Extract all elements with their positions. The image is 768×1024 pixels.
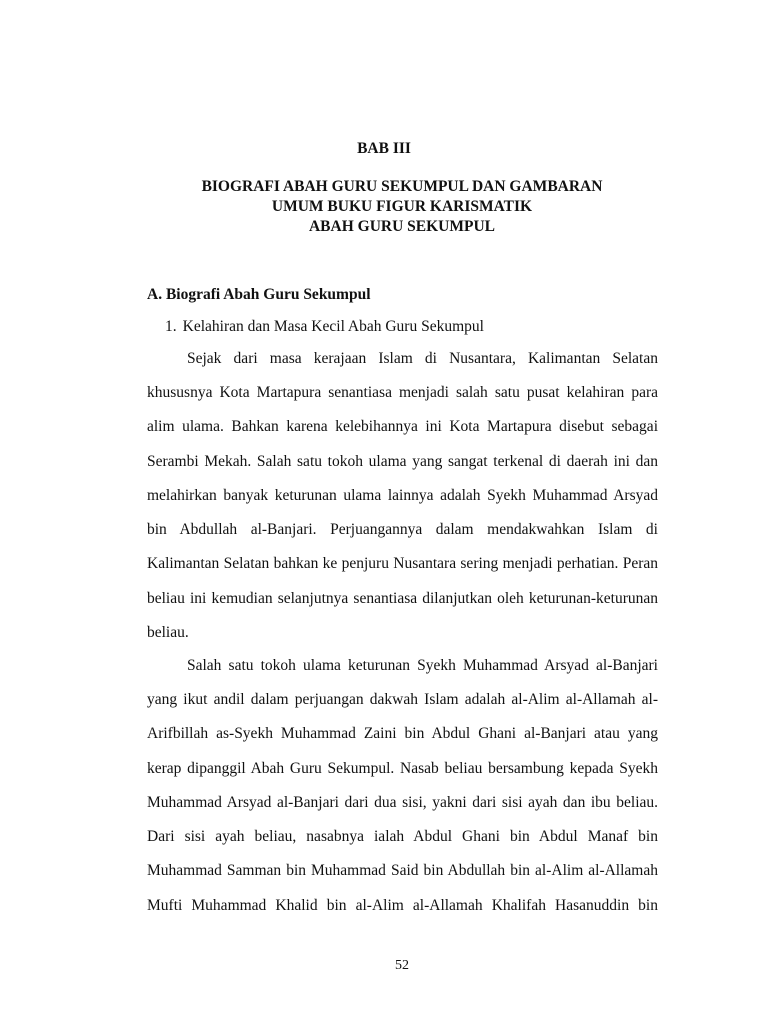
chapter-title-line: BIOGRAFI ABAH GURU SEKUMPUL DAN GAMBARAN <box>201 178 603 195</box>
paragraph-line: Dari sisi ayah beliau, nasabnya ialah Abdul Ghani bin Abdul Manaf bin <box>147 828 658 845</box>
subsection-number: 1. <box>165 318 177 335</box>
paragraph-line: Muhammad Samman bin Muhammad Said bin Abdullah bin al-Alim al-Allamah <box>147 862 658 879</box>
paragraph-line: kerap dipanggil Abah Guru Sekumpul. Nasab beliau bersambung kepada Syekh <box>147 760 658 777</box>
chapter-title <box>0 177 768 237</box>
page-number: 52 <box>395 958 409 973</box>
paragraph-line: beliau ini kemudian selanjutnya senantiasa dilanjutkan oleh keturunan-keturunan <box>147 590 658 607</box>
paragraph-line: Salah satu tokoh ulama keturunan Syekh Muhammad Arsyad al-Banjari <box>187 657 658 674</box>
chapter-label: BAB III <box>357 140 411 157</box>
paragraph-line: Arifbillah as-Syekh Muhammad Zaini bin Abdul Ghani al-Banjari atau yang <box>147 725 658 742</box>
paragraph-line: melahirkan banyak keturunan ulama lainnya adalah Syekh Muhammad Arsyad <box>147 487 658 504</box>
paragraph-line: bin Abdullah al-Banjari. Perjuangannya dalam mendakwahkan Islam di <box>147 521 658 538</box>
paragraph-line: Kalimantan Selatan bahkan ke penjuru Nusantara sering menjadi perhatian. Peran <box>147 555 658 572</box>
paragraph-line: beliau. <box>147 624 189 641</box>
paragraph-line: khususnya Kota Martapura senantiasa menjadi salah satu pusat kelahiran para <box>147 384 658 401</box>
paragraph-line: Muhammad Arsyad al-Banjari dari dua sisi, yakni dari sisi ayah dan ibu beliau. <box>147 794 658 811</box>
chapter-title-line: ABAH GURU SEKUMPUL <box>308 218 495 235</box>
paragraph-line: yang ikut andil dalam perjuangan dakwah Islam adalah al-Alim al-Allamah al- <box>147 691 658 708</box>
paragraph-line: Serambi Mekah. Salah satu tokoh ulama yang sangat terkenal di daerah ini dan <box>147 453 658 470</box>
subsection-heading <box>165 317 484 337</box>
paragraph-line: Mufti Muhammad Khalid bin al-Alim al-Allamah Khalifah Hasanuddin bin <box>147 897 658 914</box>
paragraph-line: alim ulama. Bahkan karena kelebihannya ini Kota Martapura disebut sebagai <box>147 418 658 435</box>
subsection-label: Kelahiran dan Masa Kecil Abah Guru Sekumpul <box>182 318 484 335</box>
section-heading: A. Biografi Abah Guru Sekumpul <box>147 286 371 303</box>
paragraph-line: Sejak dari masa kerajaan Islam di Nusantara, Kalimantan Selatan <box>187 350 658 367</box>
chapter-title-line: UMUM BUKU FIGUR KARISMATIK <box>271 198 533 215</box>
